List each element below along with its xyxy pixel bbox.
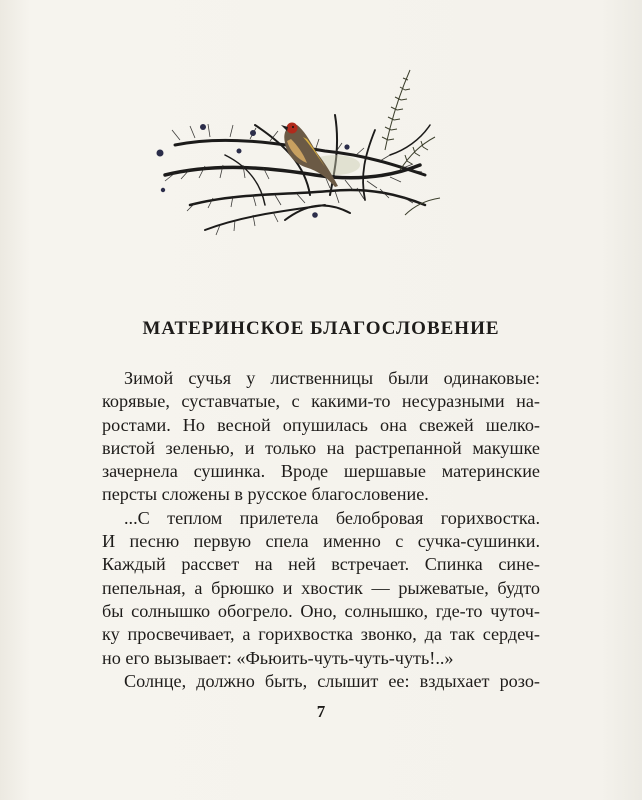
page-number: 7 <box>316 702 326 721</box>
text-line: зачернела сушинка. Вроде шершавые материнские <box>102 461 540 482</box>
text-line: ростами. Но весной опушилась она свежей шелко- <box>102 414 540 435</box>
text-line: ...С теплом прилетела белобровая горихвостка. <box>124 507 540 528</box>
text-line: Солнце, должно быть, слышит ее: вздыхает розо- <box>124 670 540 691</box>
text-line: Зимой сучья у лиственницы были одинаковые: <box>124 368 540 388</box>
text-line: корявые, суставчатые, с какими-то несуразными на- <box>102 391 540 412</box>
text-line: И песню первую спела именно с сучка-сушинки. <box>102 531 540 552</box>
text-line: вистой зеленью, и только на растрепанной макушке <box>102 437 540 458</box>
text-line: Каждый рассвет на ней встречает. Спинка сине- <box>102 554 540 575</box>
text-line: пепельная, а брюшко и хвостик — рыжеватые, будто <box>102 577 540 598</box>
chapter-title: МАТЕРИНСКОЕ БЛАГОСЛОВЕНИЕ <box>142 318 500 339</box>
text-line: но его вызывает: «Фьюить-чуть-чуть-чуть!..» <box>102 647 454 668</box>
text-line: ку просвечивает, а горихвостка звонко, да так сердеч- <box>102 624 540 645</box>
bird-on-larch-branch-illustration <box>135 55 445 255</box>
text-line: бы солнышко обогрело. Оно, солнышко, где-то чуточ- <box>102 600 540 621</box>
body-text <box>102 367 540 693</box>
text-line: персты сложены в русское благословение. <box>102 484 429 505</box>
bird-icon <box>281 123 338 188</box>
